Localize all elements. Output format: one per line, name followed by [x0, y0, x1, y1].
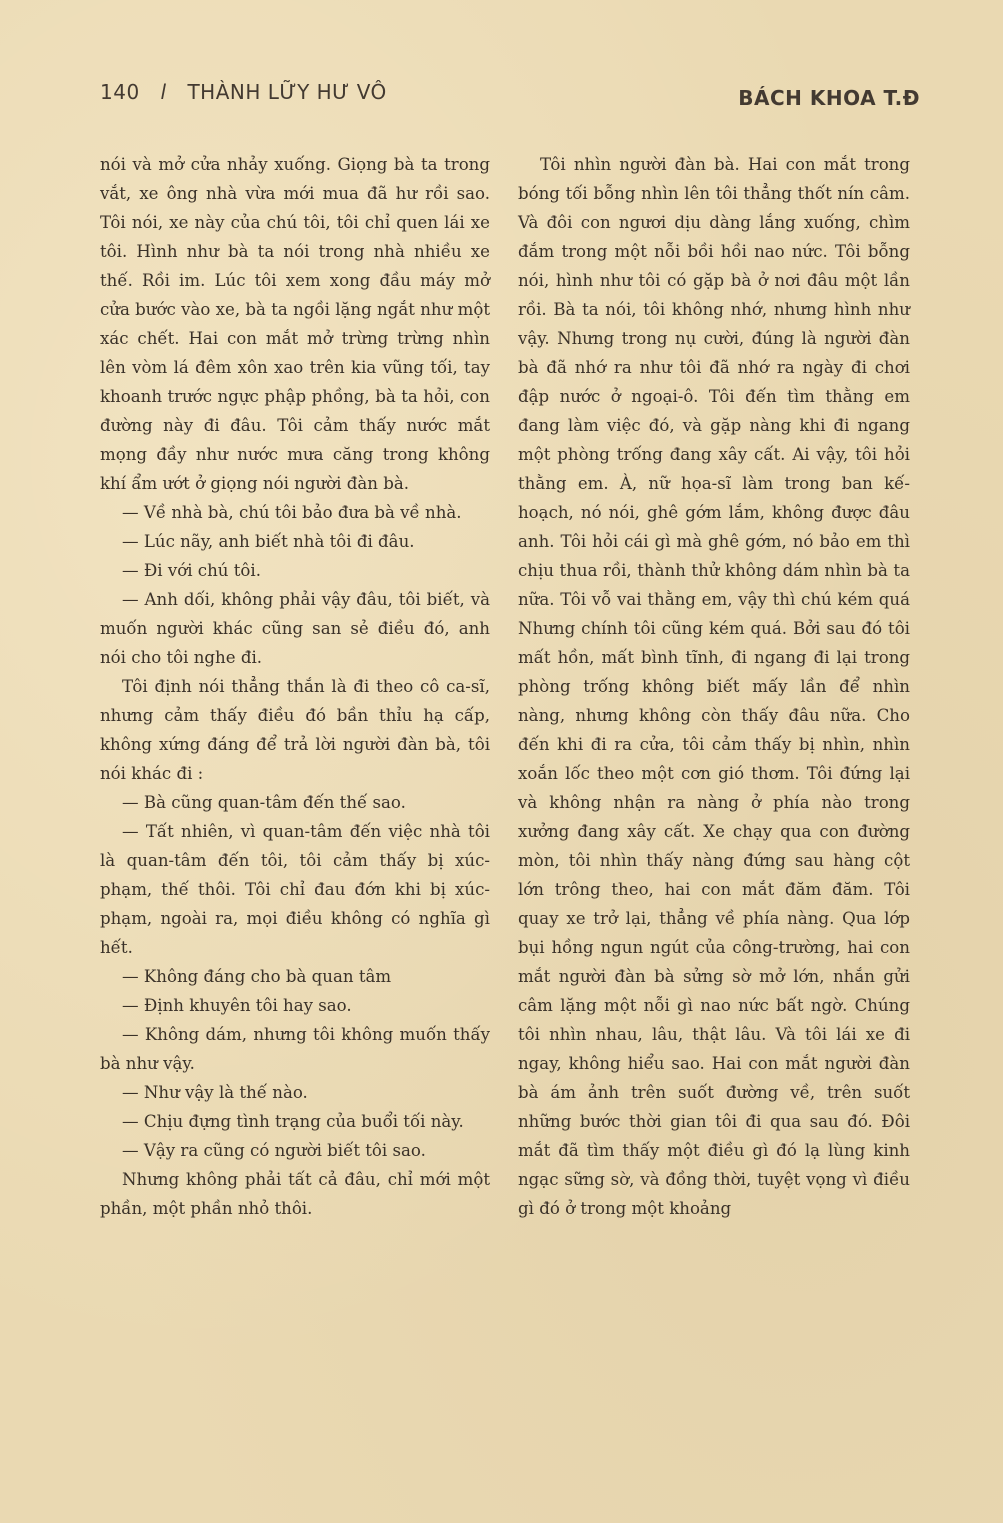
- dialogue-line: — Không dám, nhưng tôi không muốn thấy bà như vậy.: [100, 1025, 490, 1073]
- dialogue-line: — Về nhà bà, chú tôi bảo đưa bà về nhà.: [122, 503, 462, 522]
- dialogue-line: — Vậy ra cũng có người biết tôi sao.: [122, 1141, 426, 1160]
- running-header: [100, 80, 920, 116]
- dialogue-line: — Không đáng cho bà quan tâm: [122, 967, 392, 986]
- header-left: [100, 80, 387, 104]
- dialogue-line: — Lúc nãy, anh biết nhà tôi đi đâu.: [122, 532, 415, 551]
- dialogue-line: — Chịu đựng tình trạng của buổi tối này.: [122, 1112, 464, 1131]
- left-column: [100, 150, 490, 1223]
- magazine-title: BÁCH KHOA T.Đ: [738, 86, 920, 110]
- story-title: THÀNH LỮY HƯ VÔ: [187, 80, 387, 104]
- dialogue-line: — Như vậy là thế nào.: [122, 1083, 308, 1102]
- page-number: 140: [100, 80, 140, 104]
- dialogue-line: — Anh dối, không phải vậy đâu, tôi biết, và muốn người khác cũng san sẻ điều đó, anh nói cho tôi nghe đi.: [100, 590, 490, 667]
- dialogue-line: — Bà cũng quan-tâm đến thế sao.: [122, 793, 406, 812]
- paragraph: Tôi định nói thẳng thắn là đi theo cô ca-sĩ, nhưng cảm thấy điều đó bần thỉu hạ cấp, không xứng đáng để trả lời người đàn bà, tôi nói khác đi :: [100, 677, 490, 783]
- dialogue-line: — Tất nhiên, vì quan-tâm đến việc nhà tôi là quan-tâm đến tôi, tôi cảm thấy bị xúc-phạm, thế thôi. Tôi chỉ đau đớn khi bị xúc-phạm, ngoài ra, mọi điều không có nghĩa gì hết.: [100, 822, 490, 957]
- right-column: [518, 150, 910, 1223]
- paragraph: Nhưng không phải tất cả đâu, chỉ mới một phần, một phần nhỏ thôi.: [100, 1170, 490, 1218]
- dialogue-line: — Định khuyên tôi hay sao.: [122, 996, 352, 1015]
- paragraph: Tôi nhìn người đàn bà. Hai con mắt trong bóng tối bỗng nhìn lên tôi thẳng thốt nín câm. Và đôi con ngươi dịu dàng lắng xuống, chìm đắm trong một nỗi bồi hồi nao nức. Tôi bỗng nói, hình như tôi có gặp bà ở nơi đâu một lần rồi. Bà ta nói, tôi không nhớ, nhưng hình như vậy. Nhưng trong nụ cười, đúng là người đàn bà đã nhớ ra như tôi đã nhớ ra ngày đi chơi đập nước ở ngoại-ô. Tôi đến tìm thằng em đang làm việc đó, và gặp nàng khi đi ngang một phòng trống đang xây cất. Ai vậy, tôi hỏi thằng em. À, nữ họa-sĩ làm trong ban kế-hoạch, nó nói, ghê gớm lắm, không được đâu anh. Tôi hỏi cái gì mà ghê gớm, nó bảo em thì chịu thua rồi, thành thử không dám nhìn bà ta nữa. Tôi vỗ vai thằng em, vậy thì chú kém quá Nhưng chính tôi cũng kém quá. Bởi sau đó tôi mất hồn, mất bình tĩnh, đi ngang đi lại trong phòng trống không biết mấy lần để nhìn nàng, nhưng không còn thấy đâu nữa. Cho đến khi đi ra cửa, tôi cảm thấy bị nhìn, nhìn xoắn lốc theo một cơn gió thơm. Tôi đứng lại và không nhận ra nàng ở phía nào trong xưởng đang xây cất. Xe chạy qua con đường mòn, tôi nhìn thấy nàng đứng sau hàng cột lớn trông theo, hai con mắt đăm đăm. Tôi quay xe trở lại, thẳng về phía nàng. Qua lớp bụi hồng ngun ngút của công-trường, hai con mắt người đàn bà sửng sờ mở lớn, nhắn gửi câm lặng một nỗi gì nao nức bất ngờ. Chúng tôi nhìn nhau, lâu, thật lâu. Và tôi lái xe đi ngay, không hiểu sao. Hai con mắt người đàn bà ám ảnh trên suốt đường về, trên suốt những bước thời gian tôi đi qua sau đó. Đôi mắt đã tìm thấy một điều gì đó lạ lùng kinh ngạc sững sờ, và đồng thời, tuyệt vọng vì điều gì đó ở trong một khoảng: [518, 155, 910, 1218]
- dialogue-line: — Đi với chú tôi.: [122, 561, 261, 580]
- header-separator: l: [160, 80, 167, 104]
- paragraph: nói và mở cửa nhảy xuống. Giọng bà ta trong vắt, xe ông nhà vừa mới mua đã hư rồi sao. Tôi nói, xe này của chú tôi, tôi chỉ quen lái xe tôi. Hình như bà ta nói trong nhà nhiều xe thế. Rồi im. Lúc tôi xem xong đầu máy mở cửa bước vào xe, bà ta ngồi lặng ngắt như một xác chết. Hai con mắt mở trừng trừng nhìn lên vòm lá đêm xôn xao trên kia vũng tối, tay khoanh trước ngực phập phồng, bà ta hỏi, con đường này đi đâu. Tôi cảm thấy nước mắt mọng đầy như nước mưa căng trong không khí ẩm ướt ở giọng nói người đàn bà.: [100, 155, 490, 493]
